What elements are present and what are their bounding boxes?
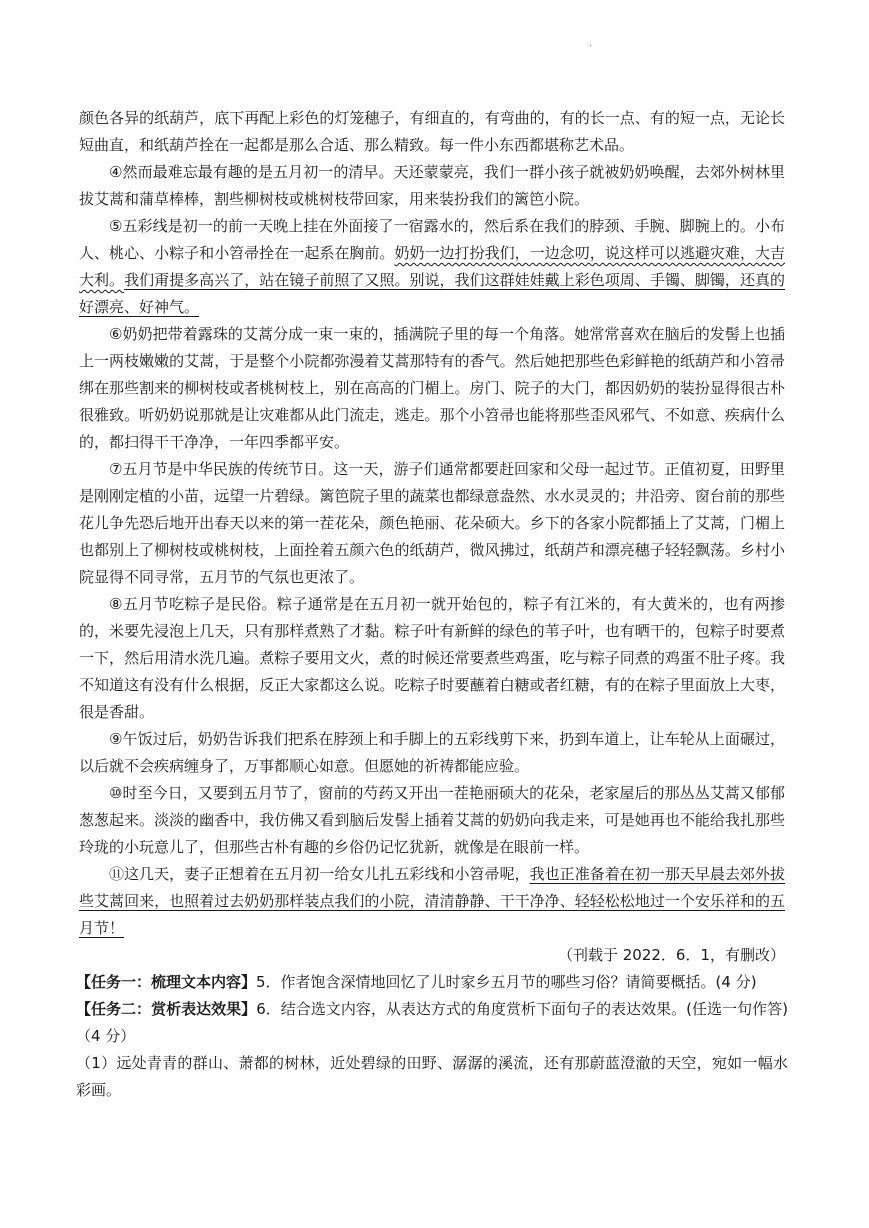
paragraph-continued: 颜色各异的纸葫芦，底下再配上彩色的灯笼穗子，有细直的，有弯曲的，有的长一点、有的短一点，无论长短曲直，和纸葫芦拴在一起都是那么合适、那么精致。每一件小东西都堪称艺术品。 — [79, 109, 785, 154]
task-1 — [76, 969, 788, 996]
paragraph-5-wavy-underline: 奶奶一边打扮我们，一边念叨，说这样可以逃避灾难，大吉大利。 — [79, 244, 785, 289]
paragraph-7: ⑦五月节是中华民族的传统节日。这一天，游子们通常都要赶回家和父母一起过节。正值初夏，田野里是刚刚定植的小苗，远望一片碧绿。篱笆院子里的蔬菜也都绿意盎然、水水灵灵的；井沿旁、窗台前的那些花儿争先恐后地开出春天以来的第一茬花朵，颜色艳丽、花朵硕大。乡下的各家小院都插上了艾蒿，门楣上也都别上了柳树枝或桃树枝，上面拴着五颜六色的纸葫芦，微风拂过，纸葫芦和漂亮穗子轻轻飘荡。乡村小院显得不同寻常，五月节的气氛也更浓了。 — [79, 460, 785, 586]
paragraph-5-part-a: ⑤五彩线是初一的前一天晚上挂在外面接了一宿露水的，然后系在我们的脖颈、手腕、脚腕上的。小布人、桃心、小粽子和小笤帚拴在一起系在胸前。 — [79, 217, 785, 262]
task-1-question: 5．作者饱含深情地回忆了儿时家乡五月节的哪些习俗？请简要概括。(4 分) — [256, 973, 757, 991]
paragraph-11-part-a: ⑪这几天，妻子正想着在五月初一给女儿扎五彩线和小笤帚呢， — [109, 865, 530, 883]
source-note: （刊载于 2022．6．1，有删改） — [557, 946, 785, 964]
task-2-label: 【任务二：赏析表达效果】 — [76, 1000, 257, 1018]
paragraph-6: ⑥奶奶把带着露珠的艾蒿分成一束一束的，插满院子里的每一个角落。她常常喜欢在脑后的发髻上也插上一两枝嫩嫩的艾蒿，于是整个小院都弥漫着艾蒿那特有的香气。然后她把那些色彩鲜艳的纸葫芦和小笤帚绑在那些割来的柳树枝或者桃树枝上，别在高高的门楣上。房门、院子的大门，都因奶奶的装扮显得很古朴很雅致。听奶奶说那就是让灾难都从此门流走，逃走。那个小笤帚也能将那些歪风邪气、不如意、疾病什么的，都扫得干干净净，一年四季都平安。 — [79, 325, 785, 451]
paragraph-11-underline: 我也正准备着在初一那天早晨去郊外拔些艾蒿回来，也照着过去奶奶那样装点我们的小院，清清静静、干干净净、轻轻松松地过一个安乐祥和的五月节！ — [79, 865, 785, 937]
article-body — [76, 105, 788, 1104]
paragraph-5 — [79, 213, 785, 321]
task-2-question: 6．结合选文内容，从表达方式的角度赏析下面句子的表达效果。(任选一句作答)（4 分） — [76, 1000, 788, 1045]
task-2 — [76, 996, 788, 1050]
header-mark: . — [589, 38, 593, 49]
paragraph-8: ⑧五月节吃粽子是民俗。粽子通常是在五月初一就开始包的，粽子有江米的，有大黄米的，也有两掺的，米要先浸泡上几天，只有那样煮熟了才黏。粽子叶有新鲜的绿色的苇子叶，也有晒干的，包粽子时要煮一下，然后用清水洗几遍。煮粽子要用文火，煮的时候还常要煮些鸡蛋，吃与粽子同煮的鸡蛋不肚子疼。我不知道这有没有什么根据，反正大家都这么说。吃粽子时要蘸着白糖或者红糖，有的在粽子里面放上大枣，很是香甜。 — [79, 595, 785, 721]
paragraph-5-underline: 我们甭提多高兴了，站在镜子前照了又照。别说，我们这群娃娃戴上彩色项周、手镯、脚镯，还真的好漂亮、好神气。 — [79, 271, 785, 316]
paragraph-4: ④然而最难忘最有趣的是五月初一的清早。天还蒙蒙亮，我们一群小孩子就被奶奶唤醒，去郊外树林里拔艾蒿和蒲草棒棒，割些柳树枝或桃树枝带回家，用来装扮我们的篱笆小院。 — [79, 163, 785, 208]
paragraph-9: ⑨午饭过后，奶奶告诉我们把系在脖颈上和手脚上的五彩线剪下来，扔到车道上，让车轮从上面碾过，以后就不会疾病缠身了，万事都顺心如意。但愿她的祈祷都能应验。 — [79, 730, 785, 775]
paragraph-11 — [79, 861, 785, 942]
task-2-item-1: （1）远处青青的群山、萧都的树林，近处碧绿的田野、潺潺的溪流，还有那蔚蓝澄澈的天空，宛如一幅水彩画。 — [76, 1054, 788, 1099]
task-1-label: 【任务一：梳理文本内容】 — [76, 973, 257, 991]
paragraph-10: ⑩时至今日，又要到五月节了，窗前的芍药又开出一茬艳丽硕大的花朵，老家屋后的那丛丛艾蒿又郁郁葱葱起来。淡淡的幽香中，我仿佛又看到脑后发髻上插着艾蒿的奶奶向我走来，可是她再也不能给我扎那些玲珑的小玩意儿了，但那些古朴有趣的乡俗仍记忆犹新，就像是在眼前一样。 — [79, 784, 785, 856]
